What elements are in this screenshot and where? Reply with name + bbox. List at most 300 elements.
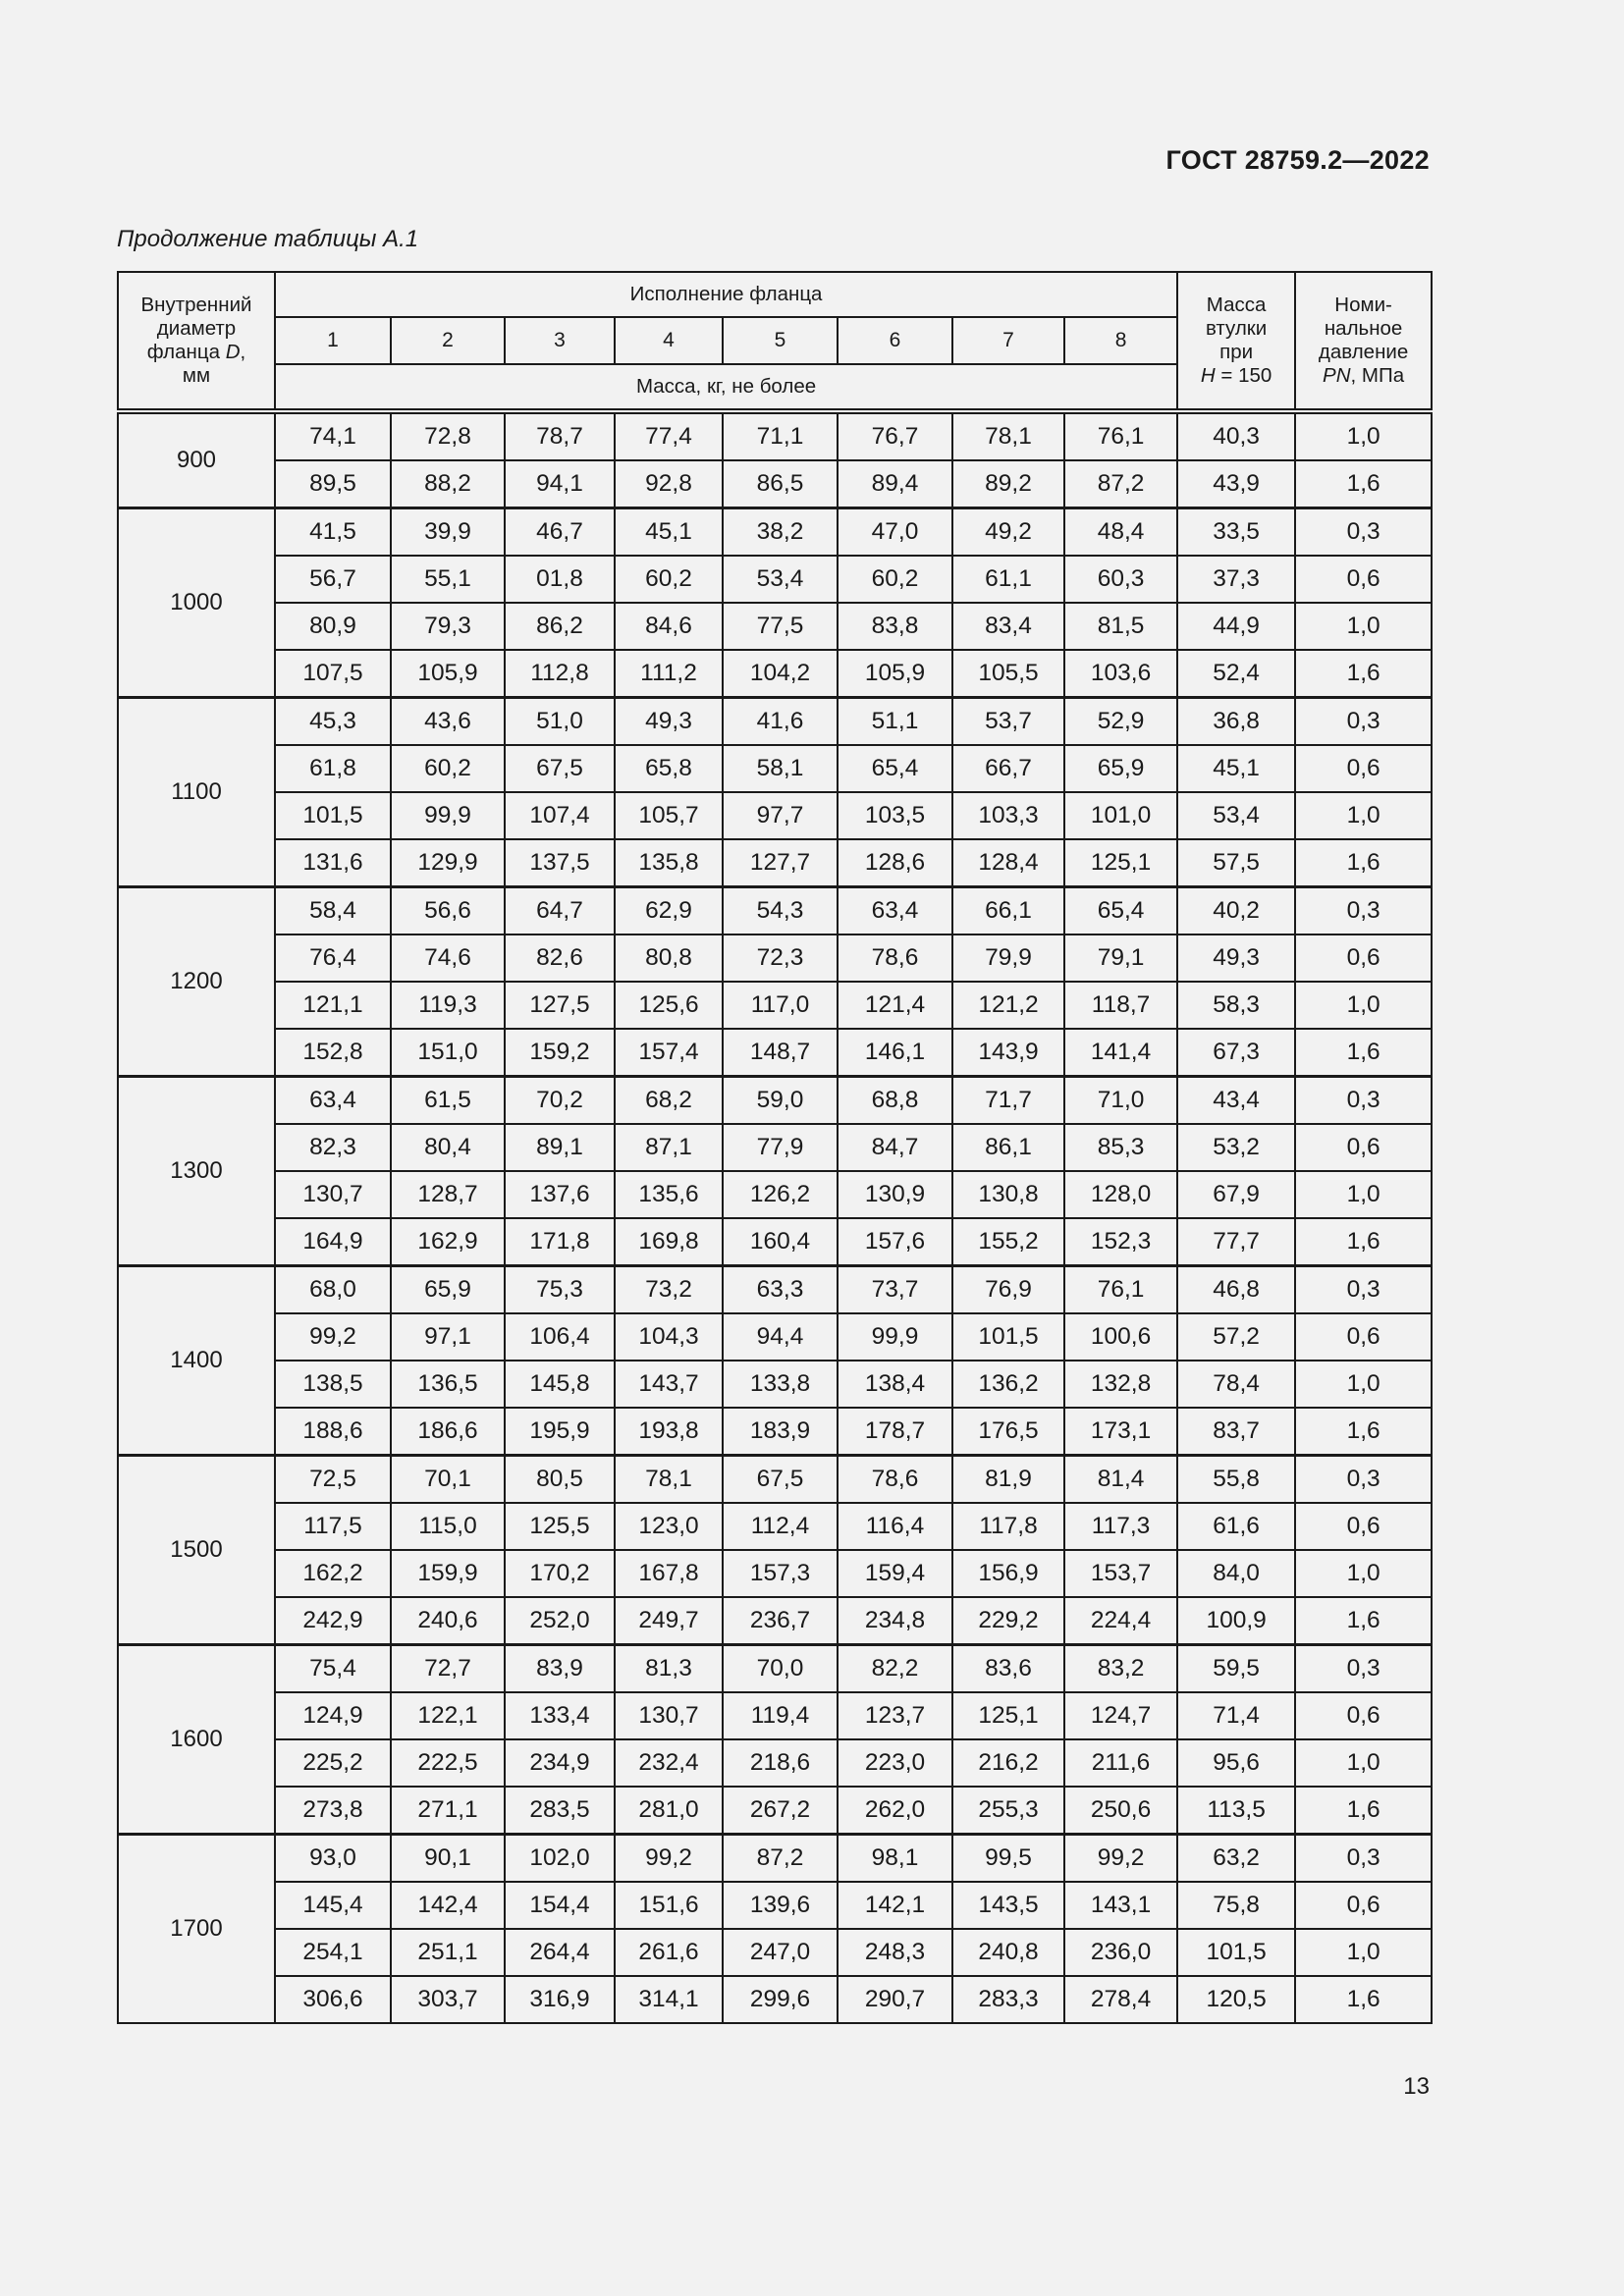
- mass-cell: 79,3: [391, 603, 505, 650]
- table-row: [118, 1218, 1432, 1266]
- mass-cell: 137,6: [505, 1171, 615, 1218]
- mass-cell: 89,4: [838, 460, 952, 508]
- mass-cell: 101,5: [952, 1313, 1064, 1361]
- mass-cell: 92,8: [615, 460, 723, 508]
- mass-cell: 99,9: [838, 1313, 952, 1361]
- mass-cell: 51,1: [838, 698, 952, 746]
- mass-cell: 83,6: [952, 1645, 1064, 1693]
- mass-cell: 51,0: [505, 698, 615, 746]
- mass-cell: 61,1: [952, 556, 1064, 603]
- mass-cell: 75,3: [505, 1266, 615, 1314]
- mass-cell: 83,9: [505, 1645, 615, 1693]
- mass-cell: 74,1: [275, 411, 391, 460]
- mass-cell: 94,1: [505, 460, 615, 508]
- mass-cell: 143,9: [952, 1029, 1064, 1077]
- mass-cell: 43,6: [391, 698, 505, 746]
- mass-cell: 139,6: [723, 1882, 838, 1929]
- mass-cell: 159,4: [838, 1550, 952, 1597]
- mass-cell: 94,4: [723, 1313, 838, 1361]
- mass-cell: 71,0: [1064, 1077, 1177, 1125]
- hub-mass-cell: 57,5: [1177, 839, 1295, 887]
- mass-cell: 159,2: [505, 1029, 615, 1077]
- mass-cell: 157,4: [615, 1029, 723, 1077]
- table-header: [118, 272, 1432, 411]
- header-pressure: [1295, 272, 1432, 411]
- mass-cell: 59,0: [723, 1077, 838, 1125]
- mass-cell: 70,1: [391, 1456, 505, 1504]
- pressure-cell: 1,6: [1295, 1218, 1432, 1266]
- table-row: [118, 1313, 1432, 1361]
- mass-cell: 162,2: [275, 1550, 391, 1597]
- mass-cell: 186,6: [391, 1408, 505, 1456]
- mass-cell: 105,7: [615, 792, 723, 839]
- table-row: [118, 411, 1432, 460]
- flange-mass-table: [117, 271, 1433, 2024]
- mass-cell: 89,5: [275, 460, 391, 508]
- mass-cell: 105,9: [391, 650, 505, 698]
- mass-cell: 119,3: [391, 982, 505, 1029]
- mass-cell: 195,9: [505, 1408, 615, 1456]
- diameter-cell: 1100: [118, 698, 275, 887]
- mass-cell: 81,3: [615, 1645, 723, 1693]
- mass-cell: 75,4: [275, 1645, 391, 1693]
- mass-cell: 60,3: [1064, 556, 1177, 603]
- mass-cell: 247,0: [723, 1929, 838, 1976]
- hub-mass-cell: 83,7: [1177, 1408, 1295, 1456]
- pressure-cell: 1,6: [1295, 1976, 1432, 2023]
- mass-cell: 127,7: [723, 839, 838, 887]
- header-text: , МПа: [1350, 364, 1405, 387]
- pressure-cell: 0,6: [1295, 1503, 1432, 1550]
- mass-cell: 76,4: [275, 934, 391, 982]
- mass-cell: 117,5: [275, 1503, 391, 1550]
- mass-cell: 53,7: [952, 698, 1064, 746]
- mass-cell: 65,8: [615, 745, 723, 792]
- mass-cell: 82,6: [505, 934, 615, 982]
- table-row: [118, 887, 1432, 935]
- hub-mass-cell: 61,6: [1177, 1503, 1295, 1550]
- mass-cell: 223,0: [838, 1739, 952, 1787]
- mass-cell: 162,9: [391, 1218, 505, 1266]
- mass-cell: 178,7: [838, 1408, 952, 1456]
- mass-cell: 135,6: [615, 1171, 723, 1218]
- mass-cell: 224,4: [1064, 1597, 1177, 1645]
- table-row: [118, 934, 1432, 982]
- mass-cell: 153,7: [1064, 1550, 1177, 1597]
- mass-cell: 124,7: [1064, 1692, 1177, 1739]
- mass-cell: 131,6: [275, 839, 391, 887]
- mass-cell: 112,8: [505, 650, 615, 698]
- mass-cell: 38,2: [723, 508, 838, 557]
- mass-cell: 53,4: [723, 556, 838, 603]
- hub-mass-cell: 37,3: [1177, 556, 1295, 603]
- table-row: [118, 603, 1432, 650]
- hub-mass-cell: 52,4: [1177, 650, 1295, 698]
- table-row: [118, 1929, 1432, 1976]
- hub-mass-cell: 53,2: [1177, 1124, 1295, 1171]
- diameter-cell: 1700: [118, 1835, 275, 2024]
- mass-cell: 76,1: [1064, 411, 1177, 460]
- mass-cell: 222,5: [391, 1739, 505, 1787]
- mass-cell: 87,2: [723, 1835, 838, 1883]
- mass-cell: 62,9: [615, 887, 723, 935]
- mass-cell: 121,1: [275, 982, 391, 1029]
- mass-cell: 154,4: [505, 1882, 615, 1929]
- table-row: [118, 1835, 1432, 1883]
- mass-cell: 249,7: [615, 1597, 723, 1645]
- pressure-cell: 0,6: [1295, 1882, 1432, 1929]
- mass-cell: 225,2: [275, 1739, 391, 1787]
- hub-mass-cell: 36,8: [1177, 698, 1295, 746]
- mass-cell: 76,1: [1064, 1266, 1177, 1314]
- mass-cell: 264,4: [505, 1929, 615, 1976]
- table-row: [118, 1171, 1432, 1218]
- mass-cell: 93,0: [275, 1835, 391, 1883]
- mass-cell: 61,8: [275, 745, 391, 792]
- header-mass-subheader: Масса, кг, не более: [275, 364, 1177, 411]
- table-row: [118, 1597, 1432, 1645]
- hub-mass-cell: 43,4: [1177, 1077, 1295, 1125]
- mass-cell: 101,5: [275, 792, 391, 839]
- mass-cell: 63,3: [723, 1266, 838, 1314]
- mass-cell: 159,9: [391, 1550, 505, 1597]
- mass-cell: 81,4: [1064, 1456, 1177, 1504]
- mass-cell: 46,7: [505, 508, 615, 557]
- table-row: [118, 839, 1432, 887]
- mass-cell: 81,5: [1064, 603, 1177, 650]
- mass-cell: 60,2: [391, 745, 505, 792]
- mass-cell: 316,9: [505, 1976, 615, 2023]
- mass-cell: 82,2: [838, 1645, 952, 1693]
- mass-cell: 49,3: [615, 698, 723, 746]
- mass-cell: 173,1: [1064, 1408, 1177, 1456]
- mass-cell: 117,0: [723, 982, 838, 1029]
- mass-cell: 211,6: [1064, 1739, 1177, 1787]
- mass-cell: 167,8: [615, 1550, 723, 1597]
- mass-cell: 314,1: [615, 1976, 723, 2023]
- pressure-cell: 0,6: [1295, 745, 1432, 792]
- header-text: мм: [182, 364, 211, 387]
- mass-cell: 281,0: [615, 1787, 723, 1835]
- hub-mass-cell: 120,5: [1177, 1976, 1295, 2023]
- mass-cell: 99,2: [615, 1835, 723, 1883]
- mass-cell: 74,6: [391, 934, 505, 982]
- mass-cell: 103,5: [838, 792, 952, 839]
- mass-cell: 72,8: [391, 411, 505, 460]
- header-text: ,: [240, 341, 246, 363]
- mass-cell: 125,5: [505, 1503, 615, 1550]
- pressure-cell: 0,3: [1295, 508, 1432, 557]
- mass-cell: 283,3: [952, 1976, 1064, 2023]
- mass-cell: 99,5: [952, 1835, 1064, 1883]
- header-text: Номи-: [1334, 294, 1392, 316]
- table-row: [118, 1077, 1432, 1125]
- header-execution-2: 2: [391, 317, 505, 364]
- table-row: [118, 508, 1432, 557]
- mass-cell: 127,5: [505, 982, 615, 1029]
- mass-cell: 218,6: [723, 1739, 838, 1787]
- header-variable: D: [225, 341, 241, 363]
- mass-cell: 262,0: [838, 1787, 952, 1835]
- mass-cell: 80,5: [505, 1456, 615, 1504]
- header-execution-6: 6: [838, 317, 952, 364]
- pressure-cell: 1,0: [1295, 1929, 1432, 1976]
- table-row: [118, 745, 1432, 792]
- hub-mass-cell: 57,2: [1177, 1313, 1295, 1361]
- table-row: [118, 1882, 1432, 1929]
- table-row: [118, 1266, 1432, 1314]
- diameter-cell: 1200: [118, 887, 275, 1077]
- mass-cell: 72,3: [723, 934, 838, 982]
- mass-cell: 54,3: [723, 887, 838, 935]
- mass-cell: 01,8: [505, 556, 615, 603]
- mass-cell: 151,0: [391, 1029, 505, 1077]
- mass-cell: 101,0: [1064, 792, 1177, 839]
- mass-cell: 252,0: [505, 1597, 615, 1645]
- mass-cell: 56,6: [391, 887, 505, 935]
- mass-cell: 103,3: [952, 792, 1064, 839]
- mass-cell: 216,2: [952, 1739, 1064, 1787]
- mass-cell: 128,6: [838, 839, 952, 887]
- mass-cell: 248,3: [838, 1929, 952, 1976]
- mass-cell: 169,8: [615, 1218, 723, 1266]
- mass-cell: 306,6: [275, 1976, 391, 2023]
- mass-cell: 45,1: [615, 508, 723, 557]
- mass-cell: 240,8: [952, 1929, 1064, 1976]
- table-row: [118, 698, 1432, 746]
- hub-mass-cell: 101,5: [1177, 1929, 1295, 1976]
- mass-cell: 79,1: [1064, 934, 1177, 982]
- hub-mass-cell: 55,8: [1177, 1456, 1295, 1504]
- mass-cell: 117,8: [952, 1503, 1064, 1550]
- mass-cell: 105,9: [838, 650, 952, 698]
- pressure-cell: 1,6: [1295, 1408, 1432, 1456]
- pressure-cell: 0,6: [1295, 1124, 1432, 1171]
- table-row: [118, 1692, 1432, 1739]
- mass-cell: 105,5: [952, 650, 1064, 698]
- mass-cell: 232,4: [615, 1739, 723, 1787]
- pressure-cell: 1,0: [1295, 1171, 1432, 1218]
- hub-mass-cell: 46,8: [1177, 1266, 1295, 1314]
- document-code: ГОСТ 28759.2—2022: [1165, 145, 1430, 175]
- mass-cell: 87,2: [1064, 460, 1177, 508]
- mass-cell: 100,6: [1064, 1313, 1177, 1361]
- pressure-cell: 1,0: [1295, 603, 1432, 650]
- hub-mass-cell: 67,9: [1177, 1171, 1295, 1218]
- hub-mass-cell: 113,5: [1177, 1787, 1295, 1835]
- mass-cell: 125,1: [952, 1692, 1064, 1739]
- mass-cell: 123,0: [615, 1503, 723, 1550]
- mass-cell: 145,8: [505, 1361, 615, 1408]
- pressure-cell: 1,6: [1295, 1029, 1432, 1077]
- mass-cell: 66,1: [952, 887, 1064, 935]
- pressure-cell: 0,3: [1295, 1645, 1432, 1693]
- mass-cell: 99,9: [391, 792, 505, 839]
- header-text: при: [1219, 341, 1254, 363]
- mass-cell: 82,3: [275, 1124, 391, 1171]
- hub-mass-cell: 71,4: [1177, 1692, 1295, 1739]
- mass-cell: 84,6: [615, 603, 723, 650]
- mass-cell: 76,7: [838, 411, 952, 460]
- mass-cell: 157,3: [723, 1550, 838, 1597]
- mass-cell: 60,2: [838, 556, 952, 603]
- mass-cell: 89,2: [952, 460, 1064, 508]
- hub-mass-cell: 45,1: [1177, 745, 1295, 792]
- mass-cell: 170,2: [505, 1550, 615, 1597]
- mass-cell: 171,8: [505, 1218, 615, 1266]
- mass-cell: 72,7: [391, 1645, 505, 1693]
- mass-cell: 143,7: [615, 1361, 723, 1408]
- header-text: втулки: [1205, 317, 1268, 340]
- mass-cell: 271,1: [391, 1787, 505, 1835]
- mass-cell: 70,2: [505, 1077, 615, 1125]
- pressure-cell: 0,3: [1295, 887, 1432, 935]
- mass-cell: 137,5: [505, 839, 615, 887]
- hub-mass-cell: 43,9: [1177, 460, 1295, 508]
- mass-cell: 80,4: [391, 1124, 505, 1171]
- header-text: = 150: [1215, 364, 1272, 387]
- hub-mass-cell: 78,4: [1177, 1361, 1295, 1408]
- header-text: Масса: [1206, 294, 1267, 316]
- mass-cell: 236,7: [723, 1597, 838, 1645]
- mass-cell: 99,2: [275, 1313, 391, 1361]
- mass-cell: 157,6: [838, 1218, 952, 1266]
- mass-cell: 128,4: [952, 839, 1064, 887]
- mass-cell: 66,7: [952, 745, 1064, 792]
- hub-mass-cell: 40,2: [1177, 887, 1295, 935]
- mass-cell: 65,4: [838, 745, 952, 792]
- mass-cell: 290,7: [838, 1976, 952, 2023]
- mass-cell: 128,0: [1064, 1171, 1177, 1218]
- pressure-cell: 1,0: [1295, 792, 1432, 839]
- mass-cell: 64,7: [505, 887, 615, 935]
- mass-cell: 183,9: [723, 1408, 838, 1456]
- mass-cell: 116,4: [838, 1503, 952, 1550]
- mass-cell: 41,5: [275, 508, 391, 557]
- mass-cell: 58,1: [723, 745, 838, 792]
- mass-cell: 99,2: [1064, 1835, 1177, 1883]
- pressure-cell: 0,3: [1295, 1266, 1432, 1314]
- mass-cell: 84,7: [838, 1124, 952, 1171]
- header-hub-mass: [1177, 272, 1295, 411]
- hub-mass-cell: 58,3: [1177, 982, 1295, 1029]
- diameter-cell: 1300: [118, 1077, 275, 1266]
- pressure-cell: 1,0: [1295, 411, 1432, 460]
- mass-cell: 86,1: [952, 1124, 1064, 1171]
- mass-cell: 86,2: [505, 603, 615, 650]
- mass-cell: 107,4: [505, 792, 615, 839]
- header-text: фланца: [146, 341, 226, 363]
- mass-cell: 68,0: [275, 1266, 391, 1314]
- table-row: [118, 1124, 1432, 1171]
- mass-cell: 78,1: [615, 1456, 723, 1504]
- mass-cell: 104,3: [615, 1313, 723, 1361]
- hub-mass-cell: 100,9: [1177, 1597, 1295, 1645]
- mass-cell: 283,5: [505, 1787, 615, 1835]
- mass-cell: 61,5: [391, 1077, 505, 1125]
- table-row: [118, 1456, 1432, 1504]
- page-number: 13: [1403, 2073, 1430, 2100]
- pressure-cell: 1,6: [1295, 460, 1432, 508]
- mass-cell: 138,5: [275, 1361, 391, 1408]
- mass-cell: 242,9: [275, 1597, 391, 1645]
- pressure-cell: 1,6: [1295, 1787, 1432, 1835]
- header-variable: H: [1200, 364, 1216, 387]
- table-row: [118, 1976, 1432, 2023]
- mass-cell: 102,0: [505, 1835, 615, 1883]
- table-row: [118, 1029, 1432, 1077]
- header-text: диаметр: [156, 317, 237, 340]
- mass-cell: 72,5: [275, 1456, 391, 1504]
- table-row: [118, 792, 1432, 839]
- mass-cell: 123,7: [838, 1692, 952, 1739]
- mass-cell: 119,4: [723, 1692, 838, 1739]
- mass-cell: 142,1: [838, 1882, 952, 1929]
- mass-cell: 41,6: [723, 698, 838, 746]
- hub-mass-cell: 53,4: [1177, 792, 1295, 839]
- mass-cell: 80,8: [615, 934, 723, 982]
- mass-cell: 124,9: [275, 1692, 391, 1739]
- mass-cell: 273,8: [275, 1787, 391, 1835]
- table-row: [118, 1645, 1432, 1693]
- mass-cell: 97,7: [723, 792, 838, 839]
- mass-cell: 117,3: [1064, 1503, 1177, 1550]
- mass-cell: 81,9: [952, 1456, 1064, 1504]
- mass-cell: 146,1: [838, 1029, 952, 1077]
- diameter-cell: 1400: [118, 1266, 275, 1456]
- hub-mass-cell: 40,3: [1177, 411, 1295, 460]
- mass-cell: 156,9: [952, 1550, 1064, 1597]
- mass-cell: 188,6: [275, 1408, 391, 1456]
- mass-cell: 261,6: [615, 1929, 723, 1976]
- mass-cell: 83,2: [1064, 1645, 1177, 1693]
- mass-cell: 234,8: [838, 1597, 952, 1645]
- mass-cell: 78,1: [952, 411, 1064, 460]
- mass-cell: 65,9: [1064, 745, 1177, 792]
- mass-cell: 87,1: [615, 1124, 723, 1171]
- mass-cell: 79,9: [952, 934, 1064, 982]
- mass-cell: 176,5: [952, 1408, 1064, 1456]
- mass-cell: 122,1: [391, 1692, 505, 1739]
- mass-cell: 65,4: [1064, 887, 1177, 935]
- hub-mass-cell: 49,3: [1177, 934, 1295, 982]
- mass-cell: 97,1: [391, 1313, 505, 1361]
- mass-cell: 85,3: [1064, 1124, 1177, 1171]
- diameter-cell: 1600: [118, 1645, 275, 1835]
- mass-cell: 89,1: [505, 1124, 615, 1171]
- hub-mass-cell: 77,7: [1177, 1218, 1295, 1266]
- pressure-cell: 0,6: [1295, 1313, 1432, 1361]
- mass-cell: 143,1: [1064, 1882, 1177, 1929]
- diameter-cell: 900: [118, 411, 275, 508]
- mass-cell: 130,9: [838, 1171, 952, 1218]
- mass-cell: 255,3: [952, 1787, 1064, 1835]
- mass-cell: 70,0: [723, 1645, 838, 1693]
- mass-cell: 132,8: [1064, 1361, 1177, 1408]
- mass-cell: 143,5: [952, 1882, 1064, 1929]
- mass-cell: 133,8: [723, 1361, 838, 1408]
- mass-cell: 83,4: [952, 603, 1064, 650]
- header-text: нальное: [1324, 317, 1403, 340]
- header-text: Внутренний: [140, 294, 252, 316]
- mass-cell: 155,2: [952, 1218, 1064, 1266]
- mass-cell: 55,1: [391, 556, 505, 603]
- mass-cell: 160,4: [723, 1218, 838, 1266]
- mass-cell: 121,4: [838, 982, 952, 1029]
- table-row: [118, 556, 1432, 603]
- table-row: [118, 1787, 1432, 1835]
- pressure-cell: 1,0: [1295, 1739, 1432, 1787]
